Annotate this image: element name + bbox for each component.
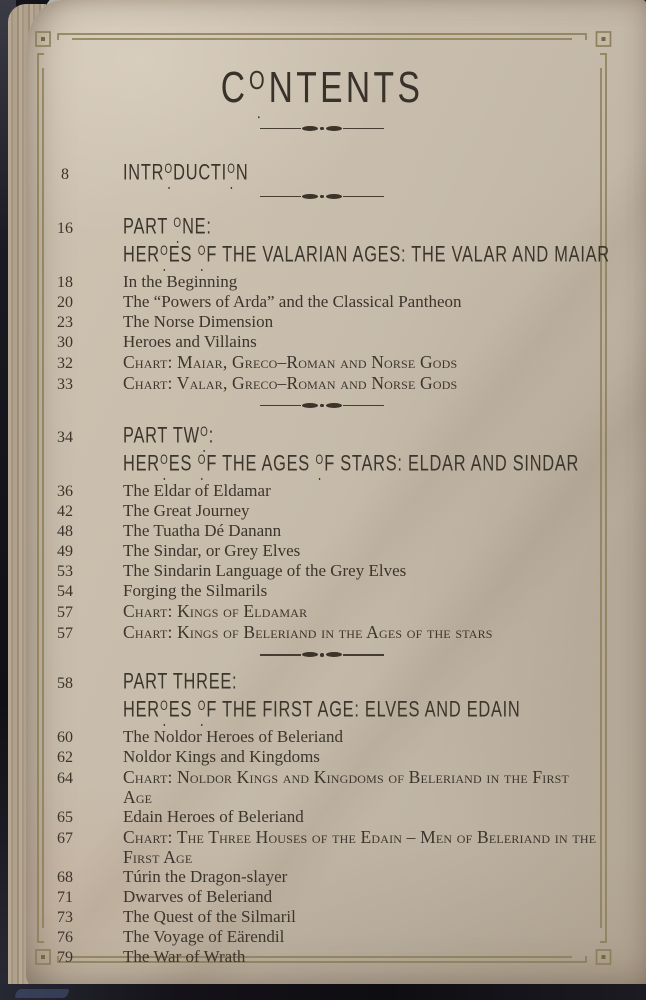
toc-entries bbox=[38, 157, 610, 967]
deco-letter-o: O bbox=[164, 156, 172, 183]
page-number: 54 bbox=[57, 583, 73, 601]
divider-lozenge bbox=[326, 126, 342, 131]
page-number: 60 bbox=[57, 729, 73, 747]
section-entries bbox=[38, 272, 606, 394]
toc-entry bbox=[38, 622, 606, 643]
page-number: 68 bbox=[57, 869, 73, 887]
heading-line: PART ONE: bbox=[123, 210, 610, 240]
toc-section bbox=[38, 420, 606, 643]
page-number: 71 bbox=[57, 889, 73, 907]
divider-line bbox=[260, 654, 301, 655]
toc-entry bbox=[38, 747, 606, 767]
entry-title: The Voyage of Eärendil bbox=[123, 927, 285, 947]
toc-entry bbox=[38, 907, 606, 927]
heading-line: PART THREE: bbox=[123, 669, 238, 695]
deco-letter-o: O bbox=[316, 447, 324, 474]
toc-entry bbox=[38, 292, 606, 312]
entry-title: The War of Wrath bbox=[123, 947, 246, 967]
divider-ornament bbox=[38, 401, 606, 410]
entry-title: The Great Journey bbox=[123, 501, 250, 521]
page-number: 62 bbox=[57, 749, 73, 767]
toc-entry bbox=[38, 312, 606, 332]
divider-line bbox=[260, 196, 301, 197]
entry-title: The Quest of the Silmaril bbox=[123, 907, 296, 927]
heading-line: HEROES OF THE VALARIAN AGES: THE VALAR AND MAIAR bbox=[123, 238, 610, 268]
section-entries bbox=[38, 481, 606, 643]
cover-edge-glint bbox=[14, 989, 70, 998]
entry-title: Chart: Noldor Kings and Kingdoms of Beleriand in the First Age bbox=[123, 767, 569, 808]
page-number: 33 bbox=[57, 376, 73, 394]
entry-title: The Norse Dimension bbox=[123, 312, 274, 332]
toc-entry bbox=[38, 581, 606, 601]
toc-entry bbox=[38, 352, 606, 373]
entry-title: Chart: Kings of Eldamar bbox=[123, 601, 308, 622]
entry-title: The Noldor Heroes of Beleriand bbox=[123, 727, 343, 747]
toc-entry bbox=[38, 807, 606, 827]
toc-entry bbox=[38, 727, 606, 747]
entry-title: The Tuatha Dé Danann bbox=[123, 521, 282, 541]
deco-letter-o: O bbox=[160, 693, 168, 720]
divider-dot bbox=[320, 404, 324, 408]
entry-title: Chart: The Three Houses of the Edain – Men of Beleriand in the First Age bbox=[123, 827, 597, 868]
toc-entry bbox=[38, 927, 606, 947]
page-number: 65 bbox=[57, 809, 73, 827]
toc-entry bbox=[38, 541, 606, 561]
section-entries bbox=[38, 727, 606, 967]
book-page bbox=[26, 0, 646, 986]
table-of-contents bbox=[38, 0, 610, 972]
page-number: 49 bbox=[57, 543, 73, 561]
page-number: 57 bbox=[57, 604, 73, 622]
page-number: 32 bbox=[57, 355, 73, 373]
divider-line bbox=[343, 405, 384, 406]
entry-title: Heroes and Villains bbox=[123, 332, 257, 352]
page-number: 64 bbox=[57, 770, 73, 788]
toc-entry bbox=[38, 332, 606, 352]
entry-title: Forging the Silmarils bbox=[123, 581, 268, 601]
page-number: 79 bbox=[57, 949, 73, 967]
deco-letter-o: O bbox=[160, 447, 168, 474]
page-number: 73 bbox=[57, 909, 73, 927]
deco-letter-o: O bbox=[198, 693, 206, 720]
page-number: 20 bbox=[57, 294, 73, 312]
heading-line: HEROES OF THE FIRST AGE: ELVES AND EDAIN bbox=[123, 693, 520, 723]
divider-dot bbox=[320, 653, 324, 657]
heading-line: PART TWO: bbox=[123, 419, 579, 449]
toc-section bbox=[38, 669, 606, 967]
divider-line bbox=[343, 196, 384, 197]
divider-ornament bbox=[38, 124, 606, 133]
toc-section-heading bbox=[38, 211, 610, 268]
heading-line: HEROES OF THE AGES OF STARS: ELDAR AND SINDAR bbox=[123, 447, 579, 477]
divider-lozenge bbox=[302, 652, 318, 657]
toc-section-heading bbox=[38, 157, 606, 185]
entry-title: Noldor Kings and Kingdoms bbox=[123, 747, 320, 767]
entry-title: Chart: Valar, Greco–Roman and Norse Gods bbox=[123, 373, 458, 394]
deco-letter-o: O bbox=[249, 57, 268, 105]
section-heading-text bbox=[123, 157, 284, 185]
divider-lozenge bbox=[302, 403, 318, 408]
page-number: 16 bbox=[57, 220, 73, 238]
section-heading-text bbox=[123, 420, 646, 476]
divider-lozenge bbox=[302, 194, 318, 199]
deco-letter-o: O bbox=[173, 210, 181, 237]
table-shadow bbox=[0, 984, 646, 1000]
heading-line: INTRODUCTION bbox=[123, 156, 248, 186]
toc-entry bbox=[38, 501, 606, 521]
section-heading-text bbox=[123, 211, 646, 267]
divider-dot bbox=[320, 195, 324, 199]
page-number: 23 bbox=[57, 314, 73, 332]
divider-line bbox=[260, 128, 301, 129]
divider-line bbox=[260, 405, 301, 406]
toc-entry bbox=[38, 827, 606, 867]
entry-title: Túrin the Dragon-slayer bbox=[123, 867, 288, 887]
divider-lozenge bbox=[326, 403, 342, 408]
toc-entry bbox=[38, 601, 606, 622]
section-heading-text bbox=[123, 669, 633, 722]
page-number: 34 bbox=[57, 429, 73, 447]
toc-entry bbox=[38, 867, 606, 887]
deco-letter-o: O bbox=[160, 238, 168, 265]
deco-letter-o: O bbox=[198, 447, 206, 474]
toc-entry bbox=[38, 481, 606, 501]
page-number: 57 bbox=[57, 625, 73, 643]
page-number: 67 bbox=[57, 830, 73, 848]
toc-entry bbox=[38, 947, 606, 967]
toc-entry bbox=[38, 561, 606, 581]
entry-title: The Eldar of Eldamar bbox=[123, 481, 271, 501]
page-number: 8 bbox=[61, 166, 69, 184]
page-number: 36 bbox=[57, 483, 73, 501]
deco-letter-o: O bbox=[227, 156, 235, 183]
deco-letter-o: O bbox=[198, 238, 206, 265]
toc-section bbox=[38, 211, 610, 394]
toc-entry bbox=[38, 521, 606, 541]
page-number: 18 bbox=[57, 274, 73, 292]
page-title: CONTENTS bbox=[95, 57, 549, 111]
toc-entry bbox=[38, 373, 606, 394]
divider-lozenge bbox=[326, 652, 342, 657]
entry-title: The “Powers of Arda” and the Classical Pantheon bbox=[123, 292, 462, 312]
divider-lozenge bbox=[302, 126, 318, 131]
toc-section-heading bbox=[38, 669, 606, 722]
divider-ornament bbox=[38, 650, 606, 659]
divider-line bbox=[343, 128, 384, 129]
toc-section bbox=[38, 157, 606, 185]
entry-title: In the Beginning bbox=[123, 272, 238, 292]
page-number: 48 bbox=[57, 523, 73, 541]
page-number: 76 bbox=[57, 929, 73, 947]
entry-title: Edain Heroes of Beleriand bbox=[123, 807, 304, 827]
entry-title: The Sindarin Language of the Grey Elves bbox=[123, 561, 407, 581]
page-number: 53 bbox=[57, 563, 73, 581]
entry-title: Chart: Maiar, Greco–Roman and Norse Gods bbox=[123, 352, 458, 373]
page-number: 58 bbox=[57, 675, 73, 693]
page-number: 30 bbox=[57, 334, 73, 352]
toc-section-heading bbox=[38, 420, 606, 476]
page-number: 42 bbox=[57, 503, 73, 521]
toc-entry bbox=[38, 887, 606, 907]
divider-line bbox=[343, 654, 384, 655]
deco-letter-o: O bbox=[200, 419, 208, 446]
divider-dot bbox=[320, 127, 324, 131]
entry-title: Dwarves of Beleriand bbox=[123, 887, 273, 907]
entry-title: Chart: Kings of Beleriand in the Ages of the stars bbox=[123, 622, 493, 643]
divider-lozenge bbox=[326, 194, 342, 199]
divider-ornament bbox=[38, 192, 606, 201]
toc-entry bbox=[38, 767, 606, 807]
toc-entry bbox=[38, 272, 606, 292]
entry-title: The Sindar, or Grey Elves bbox=[123, 541, 301, 561]
